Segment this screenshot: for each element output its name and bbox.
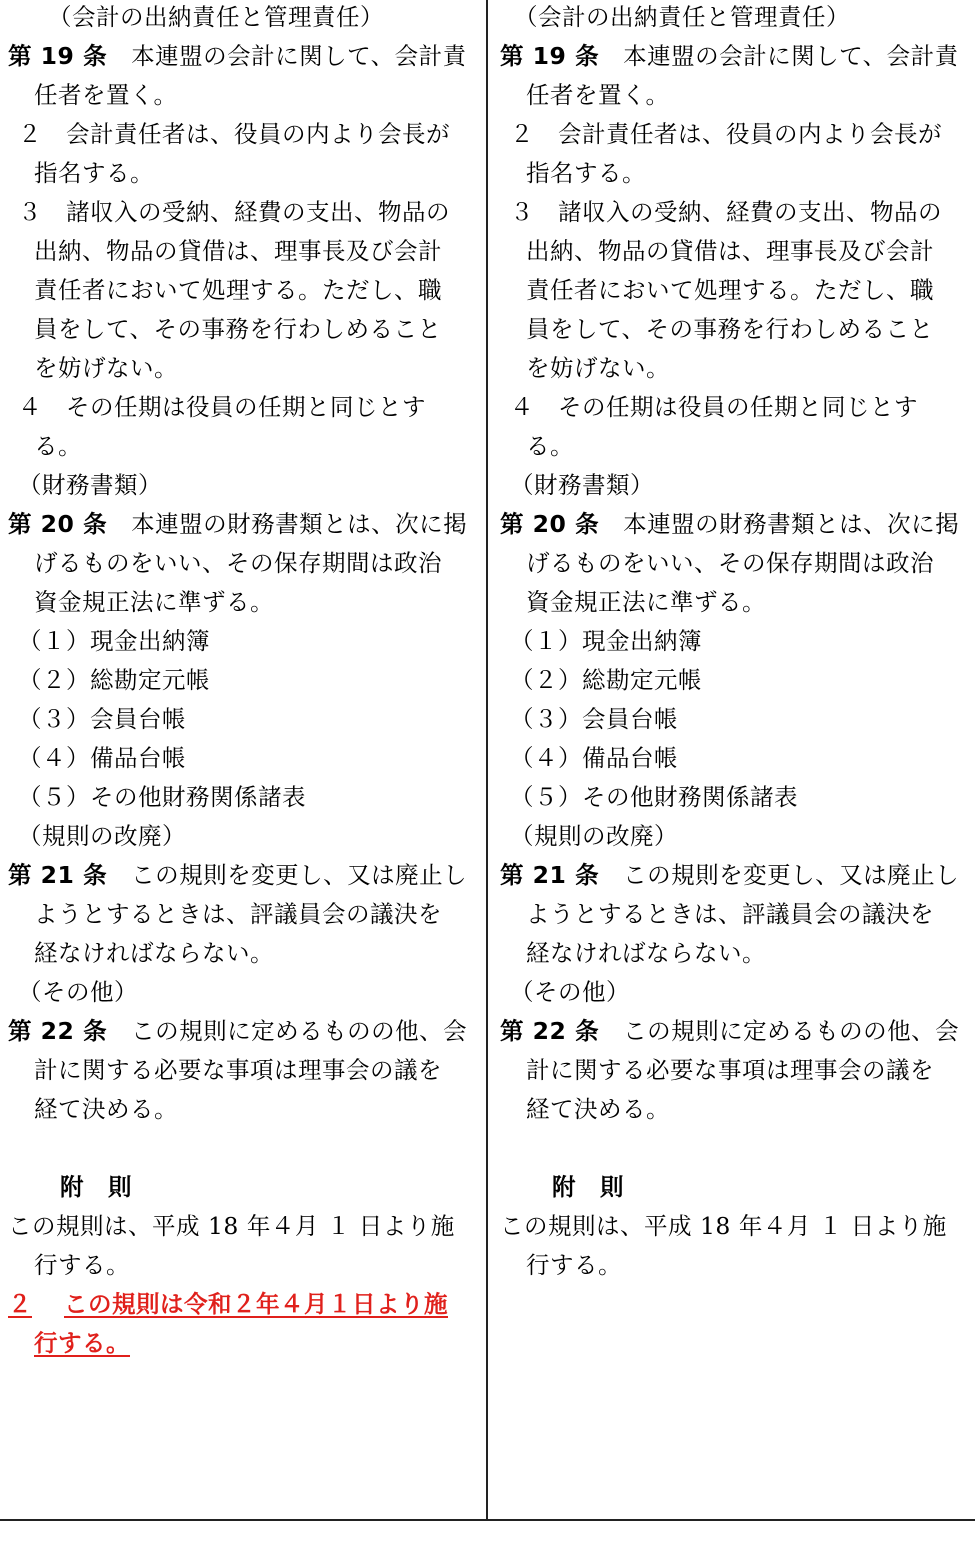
article-19-number: 第 19 条 — [8, 42, 108, 70]
article-20-number: 第 20 条 — [8, 510, 108, 538]
paragraph-3-line-5: を妨げない。 — [34, 354, 178, 382]
article-21-line-2: ようとするときは、評議員会の議決を — [526, 900, 934, 928]
paragraph-3-line-4: 員をして、その事務を行わしめること — [526, 315, 934, 343]
list-item-1: （１）現金出納簿 — [18, 627, 210, 655]
caption-article-21: （規則の改廃） — [18, 822, 186, 850]
list-item-4: （４）備品台帳 — [510, 744, 678, 772]
article-19-line-2: 任者を置く。 — [526, 81, 670, 109]
article-21-number: 第 21 条 — [500, 861, 600, 889]
amendment-text-b: 行する。 — [34, 1329, 130, 1357]
article-22-text-a: この規則に定めるものの他、会 — [623, 1017, 960, 1045]
article-22-line-1 — [500, 1012, 968, 1051]
article-21-line-1 — [8, 856, 476, 895]
article-20-line-3: 資金規正法に準ずる。 — [34, 588, 274, 616]
article-21-text-a: この規則を変更し、又は廃止し — [623, 861, 960, 889]
caption-article-22: （その他） — [510, 978, 630, 1006]
article-21-line-2: ようとするときは、評議員会の議決を — [34, 900, 442, 928]
caption-article-20: （財務書類） — [510, 471, 654, 499]
paragraph-4-line-2: る。 — [526, 432, 574, 460]
amendment-line-2 — [34, 1324, 476, 1363]
paragraph-4-line-1: ４ その任期は役員の任期と同じとす — [18, 393, 426, 421]
article-20-text-a: 本連盟の財務書類とは、次に掲 — [131, 510, 468, 538]
paragraph-3-line-3: 責任者において処理する。ただし、職 — [34, 276, 442, 304]
paragraph-2-line-1: ２ 会計責任者は、役員の内より会長が — [510, 120, 942, 148]
caption-article-19: （会計の出納責任と管理責任） — [514, 3, 850, 31]
list-item-2: （２）総勘定元帳 — [18, 666, 210, 694]
article-22-line-2: 計に関する必要な事項は理事会の議を — [34, 1056, 442, 1084]
article-19-line-2: 任者を置く。 — [34, 81, 178, 109]
paragraph-2-line-2: 指名する。 — [526, 159, 646, 187]
paragraph-2-line-2: 指名する。 — [34, 159, 154, 187]
supplementary-line-2: 行する。 — [34, 1251, 130, 1279]
article-19-line-1 — [8, 37, 476, 76]
paragraph-3-line-5: を妨げない。 — [526, 354, 670, 382]
article-20-line-2: げるものをいい、その保存期間は政治 — [526, 549, 934, 577]
article-22-line-2: 計に関する必要な事項は理事会の議を — [526, 1056, 934, 1084]
article-20-line-1 — [500, 505, 968, 544]
article-21-line-3: 経なければならない。 — [526, 939, 766, 967]
caption-article-22: （その他） — [18, 978, 138, 1006]
list-item-1: （１）現金出納簿 — [510, 627, 702, 655]
amendment-number: ２ — [8, 1290, 32, 1318]
article-20-number: 第 20 条 — [500, 510, 600, 538]
article-20-line-1 — [8, 505, 476, 544]
article-20-line-3: 資金規正法に準ずる。 — [526, 588, 766, 616]
list-item-4: （４）備品台帳 — [18, 744, 186, 772]
list-item-3: （３）会員台帳 — [18, 705, 186, 733]
paragraph-3-line-2: 出納、物品の貸借は、理事長及び会計 — [526, 237, 934, 265]
list-item-5: （５）その他財務関係諸表 — [510, 783, 798, 811]
article-22-number: 第 22 条 — [8, 1017, 108, 1045]
article-19-number: 第 19 条 — [500, 42, 600, 70]
article-20-line-2: げるものをいい、その保存期間は政治 — [34, 549, 442, 577]
paragraph-3-line-1: ３ 諸収入の受納、経費の支出、物品の — [510, 198, 942, 226]
revised-column — [8, 0, 476, 1520]
paragraph-4-line-2: る。 — [34, 432, 82, 460]
article-19-text-a: 本連盟の会計に関して、会計責 — [131, 42, 467, 70]
article-21-line-1 — [500, 856, 968, 895]
article-21-line-3: 経なければならない。 — [34, 939, 274, 967]
article-20-text-a: 本連盟の財務書類とは、次に掲 — [623, 510, 960, 538]
supplementary-line-2: 行する。 — [526, 1251, 622, 1279]
article-22-line-1 — [8, 1012, 476, 1051]
supplementary-heading: 附 則 — [552, 1173, 624, 1201]
supplementary-heading: 附 則 — [60, 1173, 132, 1201]
amendment-line-1 — [8, 1285, 476, 1324]
caption-article-19: （会計の出納責任と管理責任） — [48, 3, 384, 31]
paragraph-3-line-2: 出納、物品の貸借は、理事長及び会計 — [34, 237, 442, 265]
list-item-5: （５）その他財務関係諸表 — [18, 783, 306, 811]
article-22-text-a: この規則に定めるものの他、会 — [131, 1017, 468, 1045]
current-column — [500, 0, 968, 1520]
supplementary-line-1: この規則は、平成 18 年４月 １ 日より施 — [500, 1212, 947, 1240]
paragraph-3-line-4: 員をして、その事務を行わしめること — [34, 315, 442, 343]
amendment-text-a: この規則は令和２年４月１日より施 — [64, 1290, 448, 1318]
article-21-number: 第 21 条 — [8, 861, 108, 889]
column-divider — [486, 0, 488, 1520]
article-22-number: 第 22 条 — [500, 1017, 600, 1045]
paragraph-3-line-3: 責任者において処理する。ただし、職 — [526, 276, 934, 304]
paragraph-3-line-1: ３ 諸収入の受納、経費の支出、物品の — [18, 198, 450, 226]
paragraph-2-line-1: ２ 会計責任者は、役員の内より会長が — [18, 120, 450, 148]
article-19-text-a: 本連盟の会計に関して、会計責 — [623, 42, 959, 70]
caption-article-20: （財務書類） — [18, 471, 162, 499]
paragraph-4-line-1: ４ その任期は役員の任期と同じとす — [510, 393, 918, 421]
article-21-text-a: この規則を変更し、又は廃止し — [131, 861, 468, 889]
article-19-line-1 — [500, 37, 968, 76]
article-22-line-3: 経て決める。 — [34, 1095, 178, 1123]
list-item-3: （３）会員台帳 — [510, 705, 678, 733]
article-22-line-3: 経て決める。 — [526, 1095, 670, 1123]
list-item-2: （２）総勘定元帳 — [510, 666, 702, 694]
caption-article-21: （規則の改廃） — [510, 822, 678, 850]
supplementary-line-1: この規則は、平成 18 年４月 １ 日より施 — [8, 1212, 455, 1240]
